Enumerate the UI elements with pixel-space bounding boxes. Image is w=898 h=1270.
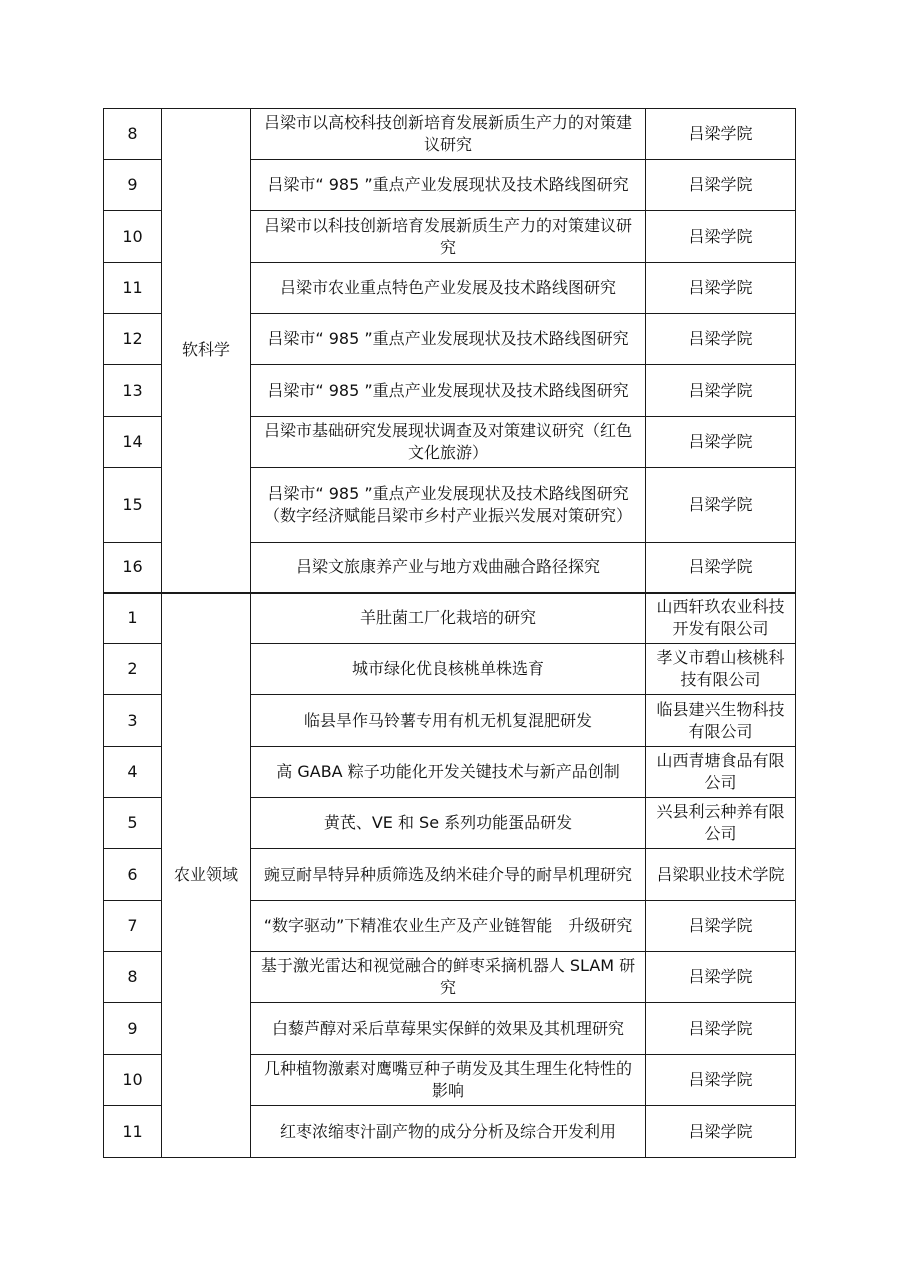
row-number: 9 [104,160,162,211]
applicant-unit: 兴县利云种养有限公司 [646,798,796,849]
project-title: 红枣浓缩枣汁副产物的成分分析及综合开发利用 [251,1106,646,1158]
project-title: 白藜芦醇对采后草莓果实保鲜的效果及其机理研究 [251,1003,646,1055]
applicant-unit: 吕梁学院 [646,160,796,211]
row-number: 10 [104,211,162,263]
applicant-unit: 临县建兴生物科技有限公司 [646,695,796,747]
applicant-unit: 吕梁学院 [646,1106,796,1158]
project-title: 吕梁市基础研究发展现状调查及对策建议研究（红色文化旅游） [251,417,646,468]
project-title: 黄芪、VE 和 Se 系列功能蛋品研发 [251,798,646,849]
project-title: 高 GABA 粽子功能化开发关键技术与新产品创制 [251,747,646,798]
applicant-unit: 吕梁学院 [646,109,796,160]
project-title: 吕梁市“ 985 ”重点产业发展现状及技术路线图研究 [251,160,646,211]
row-number: 8 [104,109,162,160]
table-body [104,109,796,1158]
row-number: 10 [104,1055,162,1106]
project-title: 基于激光雷达和视觉融合的鲜枣采摘机器人 SLAM 研究 [251,952,646,1003]
project-title: 吕梁市农业重点特色产业发展及技术路线图研究 [251,263,646,314]
applicant-unit: 吕梁学院 [646,468,796,543]
row-number: 13 [104,365,162,417]
applicant-unit: 孝义市碧山核桃科技有限公司 [646,644,796,695]
project-title: “数字驱动”下精准农业生产及产业链智能 升级研究 [251,901,646,952]
applicant-unit: 吕梁学院 [646,952,796,1003]
applicant-unit: 吕梁学院 [646,263,796,314]
applicant-unit: 吕梁学院 [646,314,796,365]
applicant-unit: 山西轩玖农业科技开发有限公司 [646,593,796,644]
project-title: 临县旱作马铃薯专用有机无机复混肥研发 [251,695,646,747]
project-title: 几种植物激素对鹰嘴豆种子萌发及其生理生化特性的影响 [251,1055,646,1106]
row-number: 3 [104,695,162,747]
applicant-unit: 吕梁学院 [646,1003,796,1055]
row-number: 4 [104,747,162,798]
applicant-unit: 吕梁学院 [646,211,796,263]
project-title: 吕梁市以科技创新培育发展新质生产力的对策建议研究 [251,211,646,263]
row-number: 8 [104,952,162,1003]
row-number: 12 [104,314,162,365]
field-category-cell: 软科学 [162,109,251,593]
row-number: 11 [104,1106,162,1158]
applicant-unit: 吕梁学院 [646,901,796,952]
project-title: 城市绿化优良核桃单株选育 [251,644,646,695]
project-title: 吕梁市“ 985 ”重点产业发展现状及技术路线图研究 [251,365,646,417]
row-number: 5 [104,798,162,849]
project-title: 吕梁文旅康养产业与地方戏曲融合路径探究 [251,543,646,593]
applicant-unit: 吕梁学院 [646,417,796,468]
project-title: 吕梁市“ 985 ”重点产业发展现状及技术路线图研究（数字经济赋能吕梁市乡村产业振兴发展对策研究） [251,468,646,543]
row-number: 7 [104,901,162,952]
project-title: 羊肚菌工厂化栽培的研究 [251,593,646,644]
applicant-unit: 吕梁学院 [646,365,796,417]
table-row [104,593,796,644]
row-number: 16 [104,543,162,593]
applicant-unit: 山西青塘食品有限公司 [646,747,796,798]
project-title: 吕梁市以高校科技创新培育发展新质生产力的对策建议研究 [251,109,646,160]
row-number: 14 [104,417,162,468]
field-category-cell: 农业领域 [162,593,251,1158]
row-number: 6 [104,849,162,901]
project-list-table [103,108,796,1158]
row-number: 1 [104,593,162,644]
table-row [104,109,796,160]
row-number: 15 [104,468,162,543]
project-title: 豌豆耐旱特异种质筛选及纳米硅介导的耐旱机理研究 [251,849,646,901]
row-number: 9 [104,1003,162,1055]
row-number: 2 [104,644,162,695]
row-number: 11 [104,263,162,314]
applicant-unit: 吕梁学院 [646,1055,796,1106]
applicant-unit: 吕梁学院 [646,543,796,593]
applicant-unit: 吕梁职业技术学院 [646,849,796,901]
project-title: 吕梁市“ 985 ”重点产业发展现状及技术路线图研究 [251,314,646,365]
